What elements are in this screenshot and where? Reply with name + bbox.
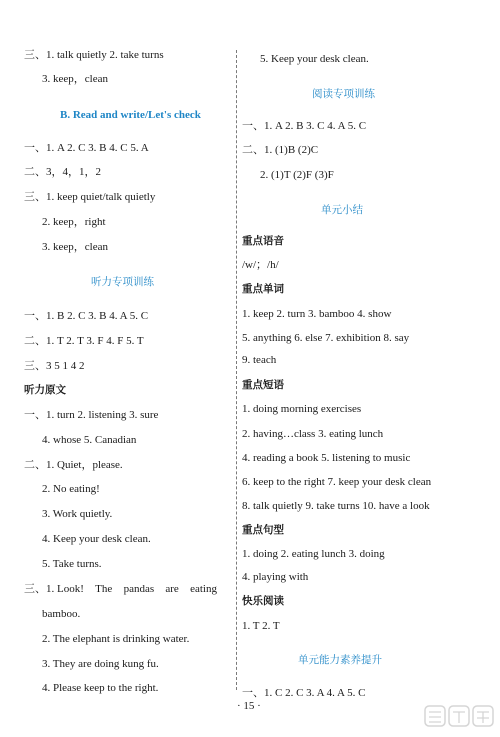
answer-line: 二、1. Quiet，please. [24,459,123,471]
answer-line: 5. Keep your desk clean. [260,53,369,65]
answer-line: 一、1. A 2. B 3. C 4. A 5. C [242,120,367,132]
answer-line: 2. (1)T (2)F (3)F [260,169,334,181]
answer-line: 9. teach [242,354,277,366]
section-heading-read-write: B. Read and write/Let's check [60,109,201,121]
answer-line: 二、1. (1)B (2)C [242,144,319,156]
section-heading-listening: 听力专项训练 [91,276,154,288]
answer-line: 一、1. A 2. C 3. B 4. C 5. A [24,142,149,154]
answer-line: 1. doing morning exercises [242,403,362,415]
answer-line: 二、1. T 2. T 3. F 4. F 5. T [24,335,144,347]
answer-line: /w/；/h/ [242,259,279,271]
answer-line: 三、1. talk quietly 2. take turns [24,49,164,61]
answer-line: bamboo. [42,608,81,620]
answer-line: 3. Work quietly. [42,508,113,520]
answer-line: 二、3，4，1，2 [24,166,101,178]
answer-line: 6. keep to the right 7. keep your desk clean [242,476,432,488]
answer-line: 4. whose 5. Canadian [42,434,137,446]
answer-line: 4. reading a book 5. listening to music [242,452,411,464]
word: pandas [123,583,155,595]
answer-line: 三、3 5 1 4 2 [24,360,85,372]
answer-line: 2. having…class 3. eating lunch [242,428,384,440]
subheading-sentences: 重点句型 [242,524,284,536]
answer-line: 一、1. C 2. C 3. A 4. A 5. C [242,687,366,699]
answer-line: 8. talk quietly 9. take turns 10. have a look [242,500,430,512]
answer-line: 2. No eating! [42,483,100,495]
answer-line: 4. Please keep to the right. [42,682,159,694]
answer-line: 4. playing with [242,571,309,583]
word: The [95,583,113,595]
answer-line: 1. keep 2. turn 3. bamboo 4. show [242,308,392,320]
column-divider [236,50,237,690]
subheading-phrases: 重点短语 [242,379,284,391]
subheading-words: 重点单词 [242,283,284,295]
answer-line: 3. keep，clean [42,241,108,253]
subheading-phonics: 重点语音 [242,235,284,247]
justified-answer-line [24,582,217,596]
answer-line: 5. anything 6. else 7. exhibition 8. say [242,332,410,344]
answer-line: 1. T 2. T [242,620,280,632]
page-number: · 15 · [237,700,261,712]
answer-line: 4. Keep your desk clean. [42,533,151,545]
answer-line: 5. Take turns. [42,558,102,570]
watermark-logo-icon [424,703,496,733]
section-heading-unit-summary: 单元小结 [321,204,363,216]
answer-line: 2. The elephant is drinking water. [42,633,190,645]
word: 三、1. Look! [24,583,84,595]
answer-line: 3. They are doing kung fu. [42,658,159,670]
answer-line: 一、1. B 2. C 3. B 4. A 5. C [24,310,149,322]
answer-line: 2. keep，right [42,216,106,228]
answer-line: 一、1. turn 2. listening 3. sure [24,409,159,421]
answer-line: 3. keep，clean [42,73,108,85]
subheading-happy-reading: 快乐阅读 [242,595,284,607]
word: are [165,583,179,595]
answer-line: 1. doing 2. eating lunch 3. doing [242,548,385,560]
word: eating [190,583,217,595]
answer-line: 三、1. keep quiet/talk quietly [24,191,156,203]
subheading-transcript: 听力原文 [24,384,66,396]
section-heading-ability-improvement: 单元能力素养提升 [298,654,382,666]
section-heading-reading: 阅读专项训练 [312,88,375,100]
